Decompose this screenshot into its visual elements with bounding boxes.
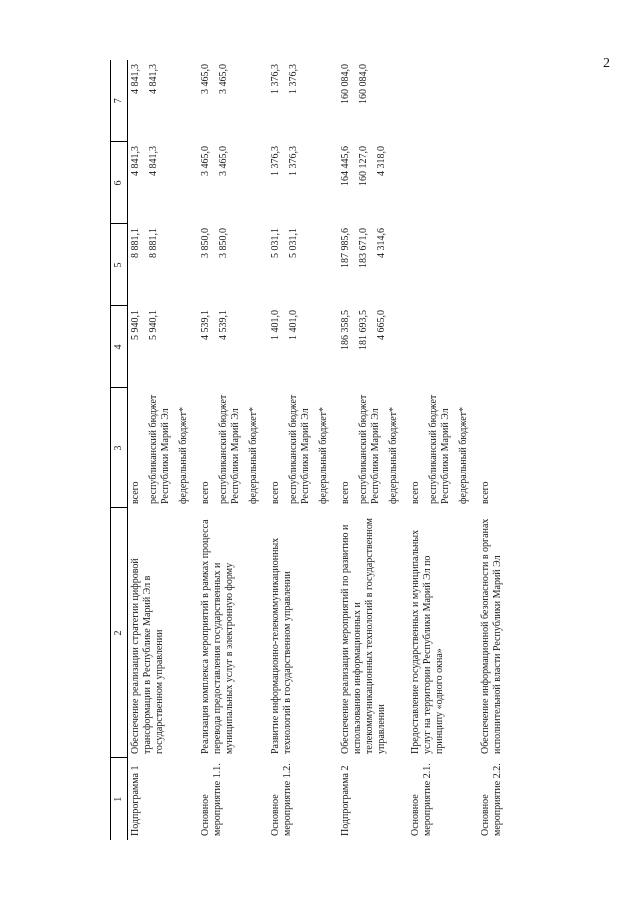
funding-source: республиканский бюджет Республики Марий Эл	[288, 394, 311, 504]
amount-value: 4 841,3	[148, 146, 159, 176]
funding-source: всего	[130, 481, 141, 504]
funding-source: всего	[340, 481, 351, 504]
funding-sources	[198, 388, 268, 508]
amount-value	[410, 64, 422, 138]
amount-value: 3 465,0	[200, 64, 211, 94]
funding-source: всего	[270, 481, 281, 504]
amount-value	[410, 146, 422, 220]
funding-sources	[338, 388, 408, 508]
row-code: Подпрограмма 1	[130, 765, 141, 836]
amount-value	[480, 310, 492, 384]
amount-value	[480, 228, 492, 302]
funding-source: федеральный бюджет*	[458, 406, 469, 504]
rotated-table-container	[110, 60, 620, 840]
column-header: 6	[111, 142, 128, 224]
table-row	[338, 60, 408, 840]
amount-value	[428, 310, 440, 384]
amount-value: 4 841,3	[130, 146, 141, 176]
amount-value: 3 850,0	[218, 228, 229, 258]
amount-value: 4 539,1	[200, 310, 211, 340]
table-row	[478, 60, 506, 840]
amount-cell-c5	[128, 224, 199, 306]
column-header: 5	[111, 224, 128, 306]
amount-value	[446, 146, 458, 220]
amount-value: 5 940,1	[130, 310, 141, 340]
funding-sources	[128, 388, 199, 508]
amount-cell-c5	[478, 224, 506, 306]
amount-value: 160 127,0	[358, 146, 369, 186]
amount-cell-c6	[408, 142, 478, 224]
amount-value	[236, 310, 248, 384]
table-body	[128, 60, 507, 840]
amount-value: 186 358,5	[340, 310, 351, 350]
column-header: 1	[111, 758, 128, 840]
funding-source: всего	[200, 481, 211, 504]
amount-value: 160 084,0	[340, 64, 351, 104]
funding-source: федеральный бюджет*	[178, 406, 189, 504]
amount-value	[410, 228, 422, 302]
funding-source: всего	[410, 481, 421, 504]
funding-source: республиканский бюджет Республики Марий Эл	[428, 394, 451, 504]
amount-value: 3 465,0	[218, 64, 229, 94]
funding-source: федеральный бюджет*	[248, 406, 259, 504]
amount-value	[480, 146, 492, 220]
amount-value	[446, 228, 458, 302]
amount-cell-c7	[268, 60, 338, 142]
amount-value: 8 881,1	[148, 228, 159, 258]
amount-value	[428, 64, 440, 138]
amount-cell-c6	[338, 142, 408, 224]
amount-value: 1 401,0	[288, 310, 299, 340]
amount-value	[480, 64, 492, 138]
amount-value: 1 376,3	[270, 64, 281, 94]
amount-cell-c5	[268, 224, 338, 306]
amount-cell-c4	[128, 306, 199, 388]
column-header: 4	[111, 306, 128, 388]
amount-value: 4 841,3	[130, 64, 141, 94]
amount-value: 8 881,1	[130, 228, 141, 258]
table-row	[268, 60, 338, 840]
amount-cell-c7	[478, 60, 506, 142]
amount-value: 160 084,0	[358, 64, 369, 104]
table-row	[128, 60, 199, 840]
amount-value: 3 465,0	[200, 146, 211, 176]
amount-cell-c7	[128, 60, 199, 142]
funding-source: федеральный бюджет*	[318, 406, 329, 504]
amount-value: 3 465,0	[218, 146, 229, 176]
amount-value: 183 671,0	[358, 228, 369, 268]
amount-value: 1 376,3	[270, 146, 281, 176]
funding-sources	[478, 388, 506, 508]
amount-value: 164 445,6	[340, 146, 351, 186]
amount-value	[166, 310, 178, 384]
amount-value: 181 693,5	[358, 310, 369, 350]
row-code: Основное мероприятие 1.2.	[270, 763, 293, 836]
amount-value: 4 314,6	[376, 228, 387, 258]
row-title: Обеспечение реализации стратегии цифровой трансформации в Республике Марий Эл в государственном управлении	[130, 558, 165, 754]
funding-source: федеральный бюджет*	[388, 406, 399, 504]
row-title: Развитие информационно-телекоммуникационных технологий в государственном управлении	[270, 537, 293, 754]
amount-value: 5 031,1	[288, 228, 299, 258]
amount-value: 1 376,3	[288, 146, 299, 176]
amount-value	[410, 310, 422, 384]
amount-value	[428, 146, 440, 220]
funding-sources	[408, 388, 478, 508]
amount-value: 3 850,0	[200, 228, 211, 258]
page-number: 2	[603, 56, 610, 71]
amount-value	[376, 64, 388, 138]
amount-value	[306, 310, 318, 384]
funding-source: республиканский бюджет Республики Марий Эл	[148, 394, 171, 504]
amount-value: 4 841,3	[148, 64, 159, 94]
amount-cell-c4	[478, 306, 506, 388]
amount-cell-c6	[478, 142, 506, 224]
amount-value: 4 318,0	[376, 146, 387, 176]
row-title: Обеспечение реализации мероприятий по развитию и использованию информационных и телекоммуникационных технологий в государственном управлении	[340, 518, 387, 754]
funding-source: республиканский бюджет Республики Марий Эл	[218, 394, 241, 504]
amount-value: 4 539,1	[218, 310, 229, 340]
amount-cell-c5	[198, 224, 268, 306]
amount-value	[306, 64, 318, 138]
amount-value: 5 031,1	[270, 228, 281, 258]
amount-value	[446, 310, 458, 384]
amount-cell-c6	[268, 142, 338, 224]
amount-cell-c4	[338, 306, 408, 388]
amount-value: 5 940,1	[148, 310, 159, 340]
table-row	[408, 60, 478, 840]
row-code: Основное мероприятие 1.1.	[200, 763, 223, 836]
amount-cell-c6	[128, 142, 199, 224]
amount-value	[446, 64, 458, 138]
amount-value: 1 376,3	[288, 64, 299, 94]
amount-value	[236, 146, 248, 220]
column-header: 3	[111, 388, 128, 508]
amount-value	[306, 146, 318, 220]
row-code: Основное мероприятие 2.1.	[410, 763, 433, 836]
funding-sources	[268, 388, 338, 508]
amount-value	[166, 228, 178, 302]
amount-cell-c4	[268, 306, 338, 388]
column-header: 7	[111, 60, 128, 142]
amount-cell-c5	[408, 224, 478, 306]
amount-value	[306, 228, 318, 302]
row-code: Подпрограмма 2	[340, 765, 351, 836]
amount-cell-c7	[338, 60, 408, 142]
row-code: Основное мероприятие 2.2.	[480, 763, 503, 836]
amount-value	[236, 64, 248, 138]
amount-cell-c4	[408, 306, 478, 388]
header-row	[111, 60, 128, 840]
amount-value: 1 401,0	[270, 310, 281, 340]
row-title: Предоставление государственных и муниципальных услуг на территории Республики Марий Эл по принципу «одного окна»	[410, 529, 445, 754]
amount-value	[428, 228, 440, 302]
amount-cell-c7	[408, 60, 478, 142]
amount-value	[236, 228, 248, 302]
funding-source: всего	[480, 481, 491, 504]
amount-cell-c7	[198, 60, 268, 142]
budget-table	[110, 60, 506, 840]
amount-value	[166, 146, 178, 220]
row-title: Обеспечение информационной безопасности в органах исполнительной власти Республики Марий Эл	[480, 518, 503, 754]
amount-value	[166, 64, 178, 138]
table-row	[198, 60, 268, 840]
amount-cell-c5	[338, 224, 408, 306]
amount-value: 4 665,0	[376, 310, 387, 340]
amount-cell-c6	[198, 142, 268, 224]
column-header: 2	[111, 508, 128, 758]
amount-value: 187 985,6	[340, 228, 351, 268]
row-title: Реализация комплекса мероприятий в рамках процесса перевода предоставления государственных и муниципальных услуг в электронную форму	[200, 519, 235, 754]
funding-source: республиканский бюджет Республики Марий Эл	[358, 394, 381, 504]
amount-cell-c4	[198, 306, 268, 388]
